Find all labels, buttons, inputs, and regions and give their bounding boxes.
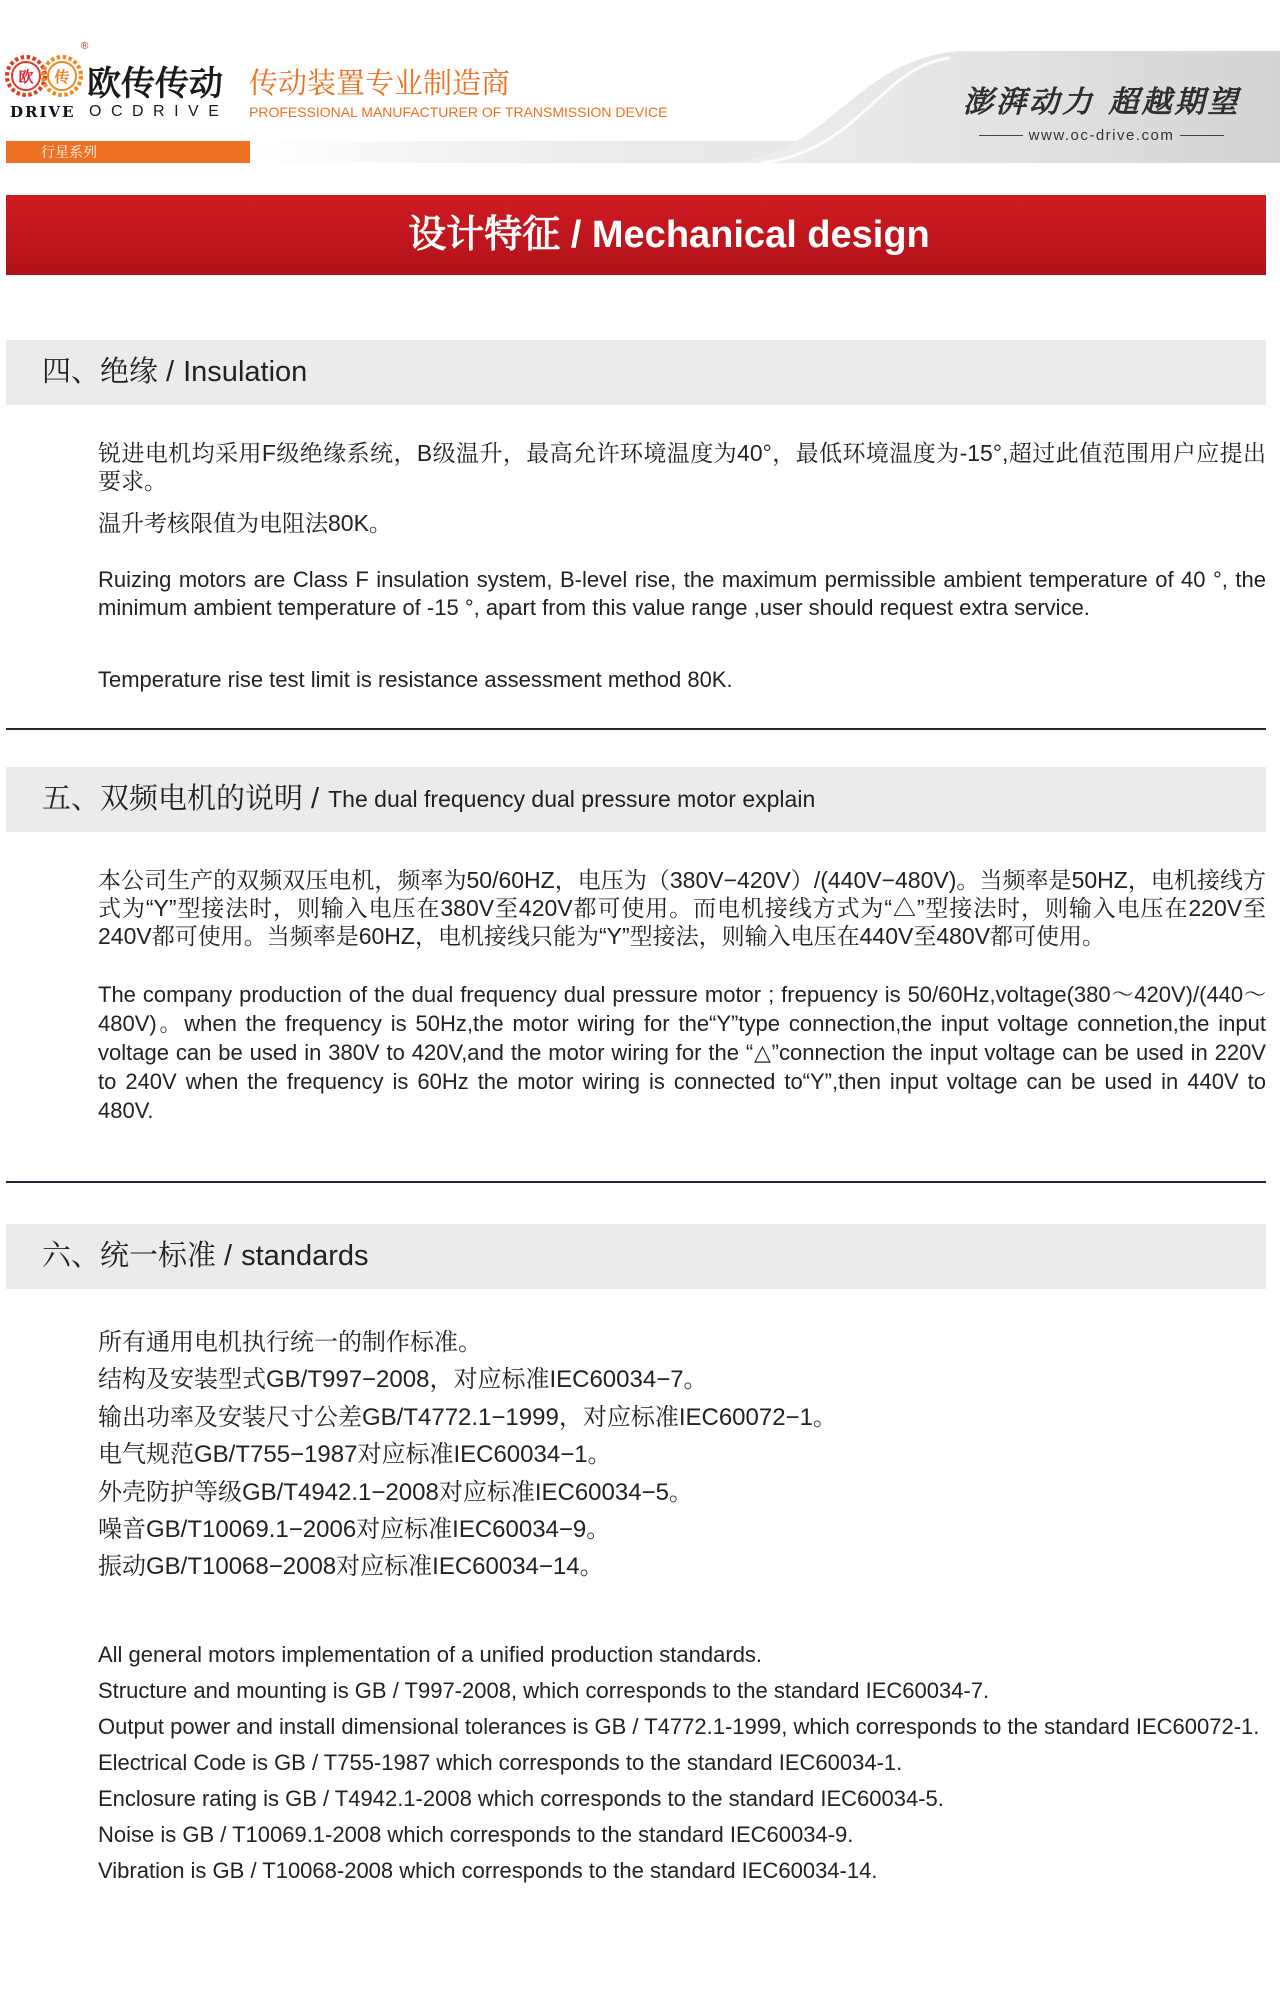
dual-frequency-paragraph-cn: 本公司生产的双频双压电机，频率为50/60HZ，电压为（380V−420V）/(440V−480V)。当频率是50HZ，电机接线方式为“Y”型接法时，则输入电压在380V至420V都可使用。而电机接线方式为“△”型接法时，则输入电压在220V至240V都可使用。当频率是60HZ，电机接线只能为“Y”型接法，则输入电压在440V至480V都可使用。	[98, 867, 1266, 949]
logo-char-right: 传	[54, 69, 70, 86]
section-title-cn: 四、绝缘 /	[42, 356, 175, 388]
logo-wordmark: DRIVE	[10, 103, 76, 121]
section-title-cn: 五、双频电机的说明 /	[42, 783, 320, 815]
list-item: 电气规范GB/T755−1987对应标准IEC60034−1。	[98, 1441, 612, 1469]
list-item: Enclosure rating is GB / T4942.1-2008 which corresponds to the standard IEC60034-5.	[98, 1786, 944, 1811]
insulation-paragraph-cn: 锐进电机均采用F级绝缘系统，B级温升，最高允许环境温度为40°，最低环境温度为-15°,超过此值范围用户应提出要求。	[98, 440, 1266, 494]
logo-char-left: 欧	[18, 69, 34, 86]
website-url: www.oc-drive.com	[1028, 126, 1175, 144]
list-item: Noise is GB / T10069.1-2008 which corresponds to the standard IEC60034-9.	[98, 1822, 854, 1847]
logo-left-gear	[7, 57, 45, 95]
registered-mark: ®	[81, 41, 89, 52]
tagline-en: PROFESSIONAL MANUFACTURER OF TRANSMISSION DEVICE	[249, 104, 668, 120]
section-divider	[6, 1181, 1266, 1183]
brand-name-cn: 欧传传动	[87, 65, 223, 103]
series-tab	[6, 141, 250, 163]
website-rule-left	[979, 135, 1023, 136]
section-title-en: Insulation	[183, 356, 308, 388]
insulation-paragraph-en: Ruizing motors are Class F insulation system, B-level rise, the maximum permissible ambient temperature of 40 °, the minimum ambient temperature of -15 °, apart from this value range ,user should request extra service.	[98, 567, 1266, 620]
standards-list-cn	[98, 1324, 1266, 1586]
list-item: 所有通用电机执行统一的制作标准。	[98, 1329, 482, 1356]
page-title-banner	[6, 195, 1266, 275]
section-dual-frequency-header	[6, 767, 1266, 832]
list-item: 外壳防护等级GB/T4942.1−2008对应标准IEC60034−5。	[98, 1478, 693, 1506]
series-label: 行星系列	[41, 144, 97, 160]
insulation-temp-rise-cn: 温升考核限值为电阻法80K。	[98, 510, 392, 536]
slogan-calligraphy: 澎湃动力 超越期望	[963, 85, 1241, 120]
section-title-cn: 六、统一标准 /	[42, 1240, 233, 1272]
tagline-cn: 传动装置专业制造商	[249, 68, 511, 100]
section-divider	[6, 728, 1266, 730]
page-title: 设计特征 / Mechanical design	[408, 214, 930, 256]
website-rule-right	[1180, 135, 1224, 136]
section-insulation-header	[6, 340, 1266, 405]
brand-name-en: OCDRIVE	[89, 103, 229, 120]
list-item: 噪音GB/T10069.1−2006对应标准IEC60034−9。	[98, 1516, 611, 1544]
dual-frequency-paragraph-en: The company production of the dual frequency dual pressure motor ; frepuency is 50/60Hz,voltage(380～420V)/(440～480V)。when the frequency is 50Hz,the motor wiring for the“Y”type connection,the input voltage connetion,the input voltage can be used in 380V to 420V,and the motor wiring for the “△”connection the input voltage can be used in 220V to 240V when the frequency is 60Hz the motor wiring is connected to“Y”,then input voltage can be used in 440V to 480V.	[98, 982, 1266, 1123]
list-item: Vibration is GB / T10068-2008 which corresponds to the standard IEC60034-14.	[98, 1858, 878, 1883]
list-item: Output power and install dimensional tolerances is GB / T4772.1-1999, which corresponds to the standard IEC60072-1.	[98, 1714, 1260, 1739]
gear-logo-icon	[3, 46, 87, 106]
logo-right-gear	[43, 57, 81, 95]
standards-list-en	[98, 1641, 1266, 1893]
list-item: 结构及安装型式GB/T997−2008，对应标准IEC60034−7。	[98, 1366, 708, 1394]
list-item: Structure and mounting is GB / T997-2008, which corresponds to the standard IEC60034-7.	[98, 1678, 990, 1703]
list-item: 输出功率及安装尺寸公差GB/T4772.1−1999，对应标准IEC60072−1。	[98, 1403, 837, 1431]
list-item: Electrical Code is GB / T755-1987 which corresponds to the standard IEC60034-1.	[98, 1750, 903, 1775]
section-standards-header	[6, 1224, 1266, 1289]
insulation-temp-rise-en: Temperature rise test limit is resistance assessment method 80K.	[98, 667, 733, 692]
website-line	[979, 126, 1224, 144]
section-title-en: standards	[241, 1240, 369, 1272]
section-title-en: The dual frequency dual pressure motor explain	[328, 786, 816, 812]
list-item: All general motors implementation of a unified production standards.	[98, 1642, 763, 1667]
list-item: 振动GB/T10068−2008对应标准IEC60034−14。	[98, 1553, 604, 1581]
